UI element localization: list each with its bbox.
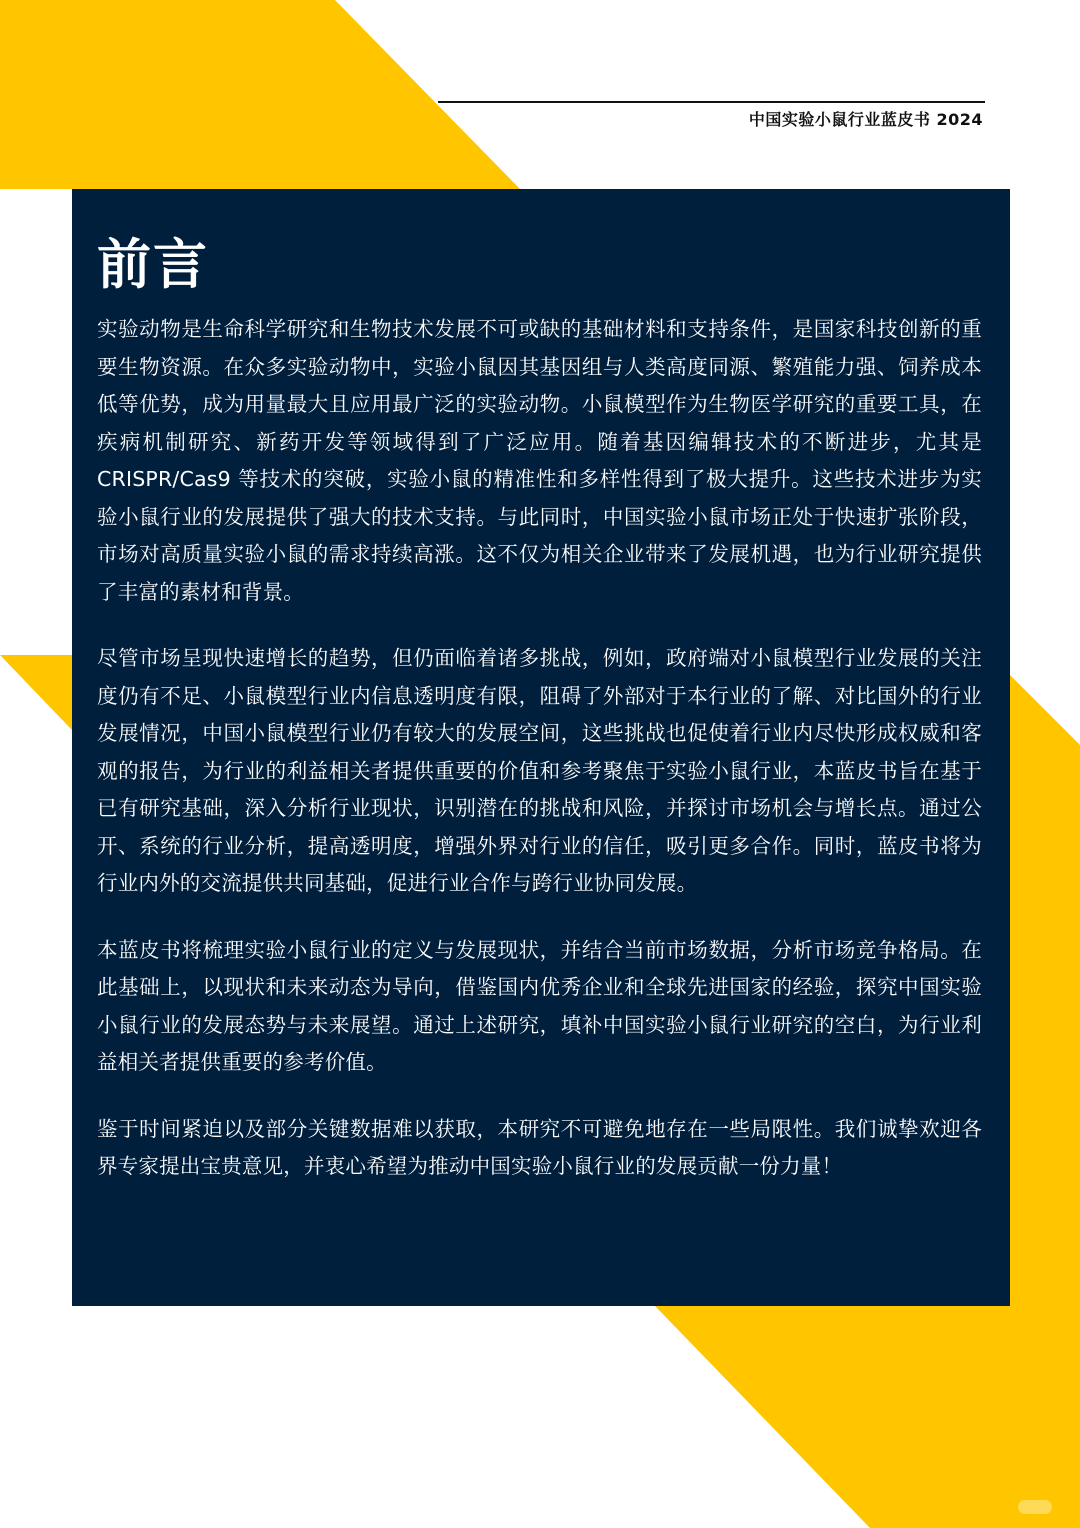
- preface-paragraph-2: 尽管市场呈现快速增长的趋势，但仍面临着诸多挑战，例如，政府端对小鼠模型行业发展的关注度仍有不足、小鼠模型行业内信息透明度有限，阻碍了外部对于本行业的了解、对比国外的行业发展情况，中国小鼠模型行业仍有较大的发展空间，这些挑战也促使着行业内尽快形成权威和客观的报告，为行业的利益相关者提供重要的价值和参考聚焦于实验小鼠行业，本蓝皮书旨在基于已有研究基础，深入分析行业现状，识别潜在的挑战和风险，并探讨市场机会与增长点。通过公开、系统的行业分析，提高透明度，增强外界对行业的信任，吸引更多合作。同时，蓝皮书将为行业内外的交流提供共同基础，促进行业合作与跨行业协同发展。: [97, 646, 982, 895]
- yellow-stripe-left: [0, 655, 72, 730]
- preface-title: 前言: [97, 233, 209, 296]
- preface-panel: [72, 189, 1010, 1306]
- preface-paragraph-3: 本蓝皮书将梳理实验小鼠行业的定义与发展现状，并结合当前市场数据，分析市场竞争格局。在此基础上，以现状和未来动态为导向，借鉴国内优秀企业和全球先进国家的经验，探究中国实验小鼠行业的发展态势与未来展望。通过上述研究，填补中国实验小鼠行业研究的空白，为行业利益相关者提供重要的参考价值。: [97, 937, 982, 1074]
- preface-paragraph-4: 鉴于时间紧迫以及部分关键数据难以获取，本研究不可避免地存在一些局限性。我们诚挚欢迎各界专家提出宝贵意见，并衷心希望为推动中国实验小鼠行业的发展贡献一份力量！: [97, 1116, 982, 1178]
- report-header-title: 中国实验小鼠行业蓝皮书 2024: [748, 110, 983, 129]
- preface-paragraph-1: 实验动物是生命科学研究和生物技术发展不可或缺的基础材料和支持条件，是国家科技创新的重要生物资源。在众多实验动物中，实验小鼠因其基因组与人类高度同源、繁殖能力强、饲养成本低等优势，成为用量最大且应用最广泛的实验动物。小鼠模型作为生物医学研究的重要工具，在疾病机制研究、新药开发等领域得到了广泛应用。随着基因编辑技术的不断进步，尤其是 CRISPR/Cas9 等技术的突破，实验小鼠的精准性和多样性得到了极大提升。这些技术进步为实验小鼠行业的发展提供了强大的技术支持。与此同时，中国实验小鼠市场正处于快速扩张阶段，市场对高质量实验小鼠的需求持续高涨。这不仅为相关企业带来了发展机遇，也为行业研究提供了丰富的素材和背景。: [97, 317, 982, 604]
- watermark: [1018, 1500, 1052, 1514]
- header-rule: [438, 101, 985, 103]
- yellow-stripe-top: [0, 0, 520, 189]
